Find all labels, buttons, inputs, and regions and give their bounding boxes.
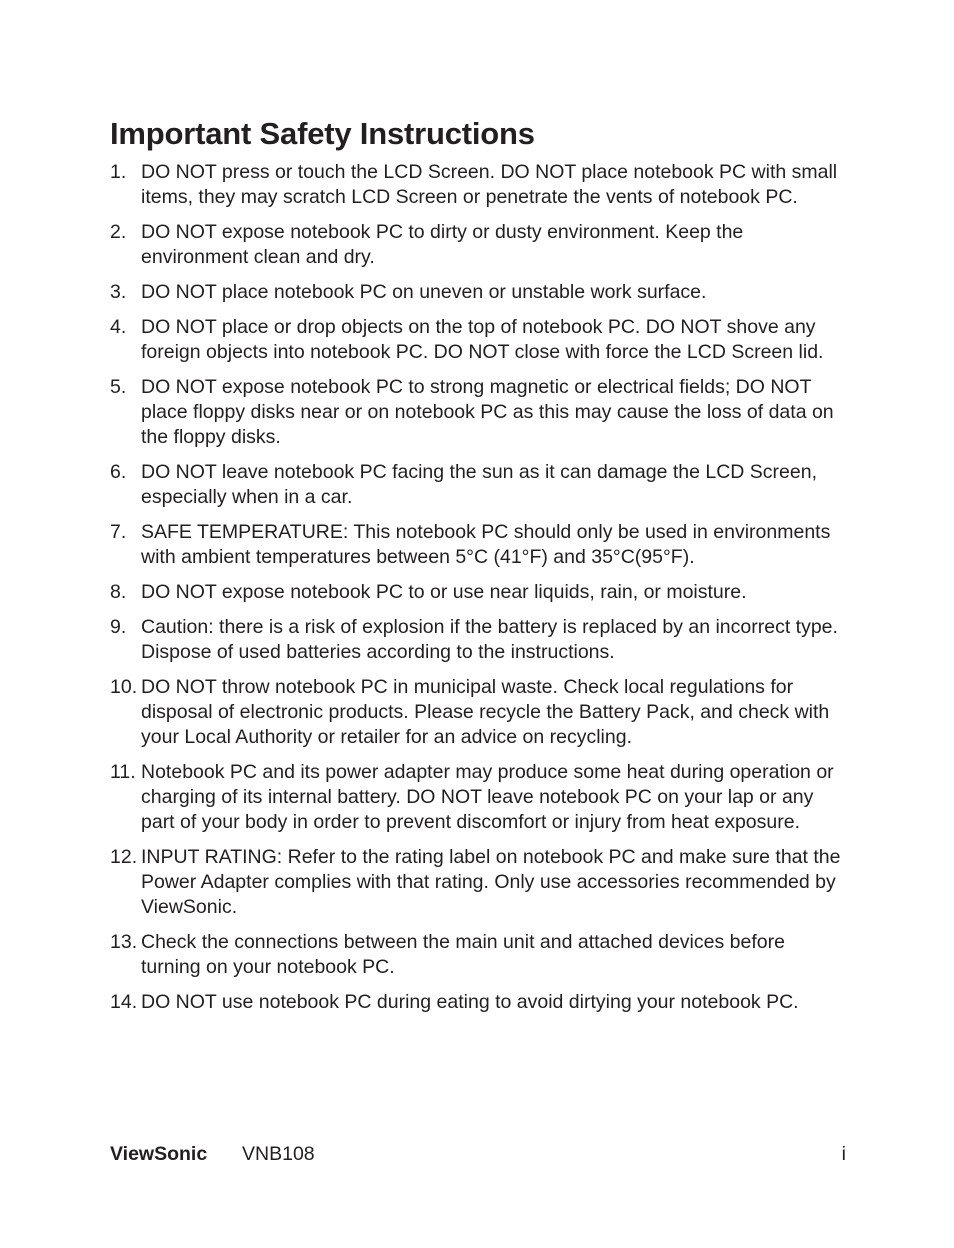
instruction-text: DO NOT expose notebook PC to strong magnetic or electrical fields; DO NOT place floppy disks near or on notebook PC as this may cause the loss of data on the floppy disks. — [141, 376, 834, 448]
instruction-item — [110, 220, 846, 270]
instruction-text: DO NOT place or drop objects on the top of notebook PC. DO NOT shove any foreign objects into notebook PC. DO NOT close with force the LCD Screen lid. — [141, 316, 824, 363]
instruction-number: 11. — [110, 761, 136, 783]
instruction-text: INPUT RATING: Refer to the rating label on notebook PC and make sure that the Power Adapter complies with that rating. Only use accessories recommended by ViewSonic. — [141, 846, 841, 918]
instruction-text: Notebook PC and its power adapter may produce some heat during operation or charging of its internal battery. DO NOT leave notebook PC on your lap or any part of your body in order to prevent discomfort or injury from heat exposure. — [141, 761, 834, 833]
instruction-item — [110, 615, 846, 665]
footer-brand: ViewSonic — [110, 1143, 208, 1165]
instruction-number: 8. — [110, 581, 127, 603]
instruction-number: 3. — [110, 281, 127, 303]
instruction-item — [110, 845, 846, 920]
instruction-number: 14. — [110, 991, 138, 1013]
instruction-number: 2. — [110, 221, 127, 243]
instruction-text: DO NOT expose notebook PC to or use near liquids, rain, or moisture. — [141, 581, 747, 603]
instruction-text: DO NOT press or touch the LCD Screen. DO NOT place notebook PC with small items, they may scratch LCD Screen or penetrate the vents of notebook PC. — [141, 161, 838, 208]
instruction-item — [110, 520, 846, 570]
page-footer — [110, 1140, 846, 1168]
instruction-number: 5. — [110, 376, 127, 398]
instruction-item — [110, 375, 846, 450]
instruction-text: DO NOT use notebook PC during eating to avoid dirtying your notebook PC. — [141, 991, 799, 1013]
instruction-item — [110, 160, 846, 210]
instruction-text: DO NOT throw notebook PC in municipal waste. Check local regulations for disposal of electronic products. Please recycle the Battery Pack, and check with your Local Authority or retailer for an advice on recycling. — [141, 676, 830, 748]
instruction-item — [110, 675, 846, 750]
instruction-number: 12. — [110, 846, 138, 868]
instruction-item — [110, 460, 846, 510]
instruction-number: 1. — [110, 161, 127, 183]
instruction-text: Caution: there is a risk of explosion if the battery is replaced by an incorrect type. Dispose of used batteries according to the instructions. — [141, 616, 838, 663]
instruction-text: Check the connections between the main unit and attached devices before turning on your notebook PC. — [141, 931, 785, 978]
instruction-text: SAFE TEMPERATURE: This notebook PC should only be used in environments with ambient temperatures between 5°C (41°F) and 35°C(95°F). — [141, 521, 831, 568]
instruction-number: 7. — [110, 521, 127, 543]
instruction-number: 13. — [110, 931, 138, 953]
instruction-item — [110, 580, 846, 605]
instruction-number: 6. — [110, 461, 127, 483]
page-number: i — [841, 1143, 846, 1165]
instruction-text: DO NOT place notebook PC on uneven or unstable work surface. — [141, 281, 707, 303]
instruction-number: 10. — [110, 676, 138, 698]
instruction-number: 9. — [110, 616, 127, 638]
instruction-item — [110, 930, 846, 980]
instruction-item — [110, 990, 846, 1015]
instruction-item — [110, 315, 846, 365]
instruction-text: DO NOT leave notebook PC facing the sun as it can damage the LCD Screen, especially when in a car. — [141, 461, 818, 508]
instruction-text: DO NOT expose notebook PC to dirty or dusty environment. Keep the environment clean and dry. — [141, 221, 744, 268]
instruction-item — [110, 760, 846, 835]
footer-model: VNB108 — [242, 1143, 315, 1165]
instruction-number: 4. — [110, 316, 127, 338]
instruction-item — [110, 280, 846, 305]
page-title: Important Safety Instructions — [110, 116, 535, 151]
safety-instructions-list — [110, 160, 846, 1025]
